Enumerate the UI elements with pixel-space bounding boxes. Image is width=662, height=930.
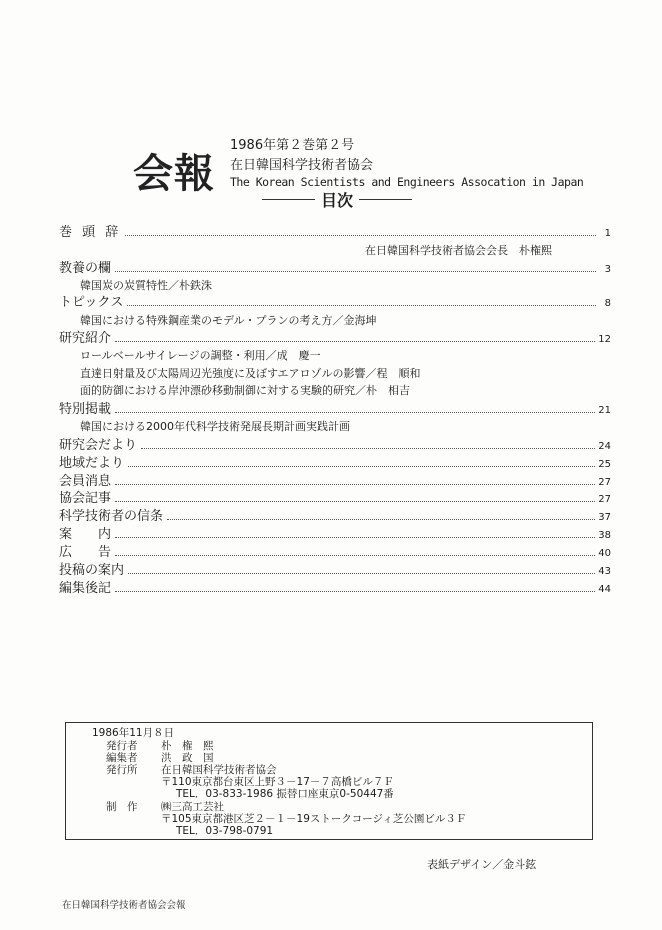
toc-label: 研究会だより [59, 438, 138, 453]
toc-page: 37 [598, 512, 611, 523]
journal-logo: 会報 [133, 150, 215, 197]
toc-label: 会員消息 [59, 474, 112, 489]
title-dash-right [359, 199, 412, 200]
toc-label: 教養の欄 [59, 261, 112, 276]
toc-title [262, 188, 412, 211]
leader-dots [115, 341, 595, 342]
editor-name: 洪 政 国 [161, 752, 214, 764]
leader-dots [128, 573, 595, 574]
toc-title-text: 目次 [321, 191, 354, 210]
toc-label: 広 告 [59, 545, 112, 560]
toc-page: 44 [598, 584, 611, 595]
toc-page: 38 [598, 530, 611, 541]
toc-page: 24 [598, 441, 611, 452]
title-dash-left [262, 199, 315, 200]
toc-label: 案 内 [59, 527, 112, 542]
toc-label: 巻 頭 辞 [59, 225, 122, 240]
toc-page: 40 [598, 548, 611, 559]
leader-dots [115, 555, 595, 556]
toc-page: 21 [598, 405, 611, 416]
toc-entry-study-group[interactable] [59, 437, 611, 455]
toc-page: 43 [598, 566, 611, 577]
toc-label: 研究紹介 [59, 331, 112, 346]
toc-label: 編集後記 [59, 581, 112, 596]
production-company: ㈱三高工芸社 [161, 801, 224, 813]
toc-entry-kyoyo[interactable] [59, 260, 611, 278]
toc-entry-regional[interactable] [59, 455, 611, 473]
toc-sub-entry: 韓国炭の炭質特性／朴鉄洙 [80, 279, 212, 292]
publisher-name: 朴 権 熙 [161, 740, 214, 752]
association-name-en: The Korean Scientists and Engineers Assocation in Japan [230, 175, 584, 189]
page-footer: 在日韓国科学技術者協会会報 [62, 900, 186, 911]
toc-page: 3 [604, 264, 611, 275]
leader-dots [115, 591, 595, 592]
colophon-box [65, 722, 593, 840]
toc-entry-creed[interactable] [59, 508, 611, 526]
toc-entry-ads[interactable] [59, 544, 611, 562]
toc-sub-entry: 直達日射量及び太陽周辺光強度に及ぼすエアロゾルの影響／程 順和 [80, 367, 421, 380]
toc-page: 25 [598, 459, 611, 470]
production-tel: TEL．03-798-0791 [176, 825, 274, 837]
association-name-ja: 在日韓国科学技術者協会 [230, 158, 374, 173]
toc-label: トピックス [59, 295, 124, 310]
leader-dots [127, 305, 596, 306]
leader-dots [141, 448, 595, 449]
preface-author: 在日韓国科学技術者協会会長 朴権熙 [365, 244, 552, 257]
toc-page: 27 [598, 494, 611, 505]
leader-dots [167, 519, 595, 520]
toc-page: 8 [604, 298, 611, 309]
leader-dots [115, 537, 595, 538]
toc-entry-research[interactable] [59, 330, 611, 348]
cover-design-credit: 表紙デザイン／金斗鉉 [427, 858, 537, 871]
production-address: 〒105東京都港区芝２－１－19ストークコージィ芝公園ビル３Ｆ [161, 813, 467, 825]
toc-page: 12 [598, 334, 611, 345]
publisher-label: 発行者 [106, 740, 138, 752]
toc-entry-topics[interactable] [59, 294, 611, 312]
toc-label: 科学技術者の信条 [59, 509, 164, 524]
toc-sub-entry: ロールベールサイレージの調整・利用／成 慶一 [80, 349, 321, 362]
office-label: 発行所 [106, 764, 138, 776]
toc-label: 地域だより [59, 456, 125, 471]
production-label: 制 作 [106, 801, 138, 813]
toc-sub-entry: 韓国における2000年代科学技術発展長期計画実践計画 [80, 420, 350, 433]
toc-entry-preface[interactable] [59, 224, 611, 242]
leader-dots [128, 466, 595, 467]
toc-entry-submission[interactable] [59, 562, 611, 580]
leader-dots [115, 501, 595, 502]
toc-entry-notice[interactable] [59, 526, 611, 544]
leader-dots [115, 412, 595, 413]
toc-page: 1 [604, 228, 611, 239]
leader-dots [125, 235, 596, 236]
toc-entry-association[interactable] [59, 490, 611, 508]
leader-dots [115, 271, 596, 272]
toc-page: 27 [598, 477, 611, 488]
toc-entry-afterword[interactable] [59, 580, 611, 598]
toc-label: 特別掲載 [59, 402, 112, 417]
leader-dots [115, 484, 595, 485]
toc-entry-special[interactable] [59, 401, 611, 419]
toc-sub-entry: 面的防御における岸沖漂砂移動制御に対する実験的研究／朴 相吉 [80, 384, 410, 397]
office-address: 〒110東京都台東区上野３－17－７高橋ビル７Ｆ [161, 776, 394, 788]
toc-sub-entry: 韓国における特殊鋼産業のモデル・プランの考え方／金海坤 [80, 314, 377, 327]
publication-date: 1986年11月８日 [92, 727, 175, 739]
issue-number: 1986年第２巻第２号 [230, 138, 355, 153]
editor-label: 編集者 [106, 752, 138, 764]
office-name: 在日韓国科学技術者協会 [161, 764, 277, 776]
office-tel: TEL．03-833-1986 振替口座東京0-50447番 [176, 788, 394, 800]
toc-label: 投稿の案内 [59, 563, 125, 578]
toc-label: 協会記事 [59, 491, 112, 506]
toc-entry-member-news[interactable] [59, 473, 611, 491]
